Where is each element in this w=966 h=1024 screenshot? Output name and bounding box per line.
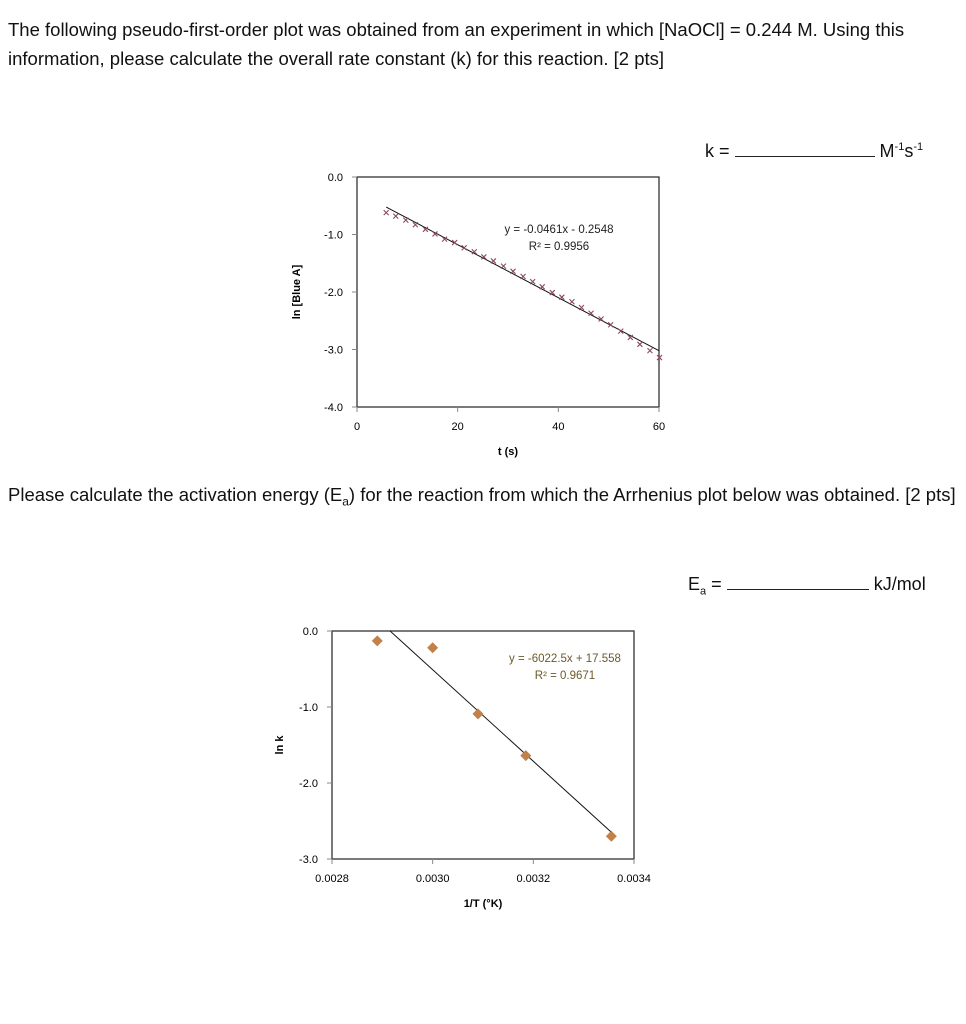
chart1-data-point <box>540 284 545 289</box>
chart1-plot-area <box>357 177 659 407</box>
chart1-data-point <box>569 299 574 304</box>
chart1-y-axis-label: ln [Blue A] <box>291 264 303 320</box>
chart1-data-point <box>637 342 642 347</box>
chart2-data-point <box>472 708 483 719</box>
chart1-data-point <box>384 210 389 215</box>
chart2-x-tick-label: 0.0030 <box>415 873 450 885</box>
chart2-plot-area <box>332 631 634 859</box>
chart2-y-tick-label: -3.0 <box>299 854 318 866</box>
chart1-data-point <box>403 218 408 223</box>
chart2-y-tick-label: -1.0 <box>299 702 318 714</box>
chart1-data-point <box>530 279 535 284</box>
chart1-r-squared: R² = 0.9956 <box>528 241 590 253</box>
chart2-trendline-equation: y = -6022.5x + 17.558 <box>509 653 621 665</box>
chart2-y-tick-label: 0.0 <box>302 626 318 638</box>
chart2-x-axis-label: 1/T (°K) <box>463 898 503 910</box>
chart1-data-point <box>393 214 398 219</box>
chart1-data-point <box>579 305 584 310</box>
ea-label: $E_a$ = <box>688 574 722 598</box>
chart1-y-tick-label: -3.0 <box>324 344 343 357</box>
k-units: $M^{-1}s^{-1}$ <box>879 141 924 161</box>
chart2-x-tick-label: 0.0034 <box>617 873 651 885</box>
chart1-x-tick-label: 60 <box>652 421 666 433</box>
chart1-data-point <box>559 295 564 300</box>
chart2-x-tick-label: 0.0032 <box>516 873 551 885</box>
chart1-y-tick-label: -4.0 <box>324 402 343 414</box>
chart2-data-point <box>427 642 438 653</box>
chart1-x-tick-label: 0 <box>353 421 361 433</box>
chart1-data-point <box>647 348 652 353</box>
ea-units: kJ/mol <box>873 574 926 594</box>
chart2-y-axis-label: ln k <box>274 735 286 755</box>
chart1-x-tick-label: 40 <box>552 421 565 433</box>
chart1-data-point <box>491 258 496 263</box>
chart2-r-squared: R² = 0.9671 <box>534 670 596 682</box>
chart2-data-point <box>520 750 531 761</box>
chart2-x-tick-label: 0.0028 <box>315 873 349 885</box>
chart1-data-point <box>413 222 418 227</box>
chart1-y-tick-label: -1.0 <box>324 229 343 242</box>
chart1-data-point <box>501 264 506 269</box>
chart1-data-point <box>521 274 526 279</box>
chart1-trendline-equation: y = -0.0461x - 0.2548 <box>504 224 614 236</box>
question-1-text: The following pseudo-first-order plot was obtained from an experiment in which [NaOCl] = 0.244 M. Using this information, please calculate the overall rate constant (k) for this reaction. [2 pts] <box>8 19 905 69</box>
chart1-y-tick-label: -2.0 <box>324 287 343 299</box>
chart1-x-tick-label: 20 <box>451 421 464 433</box>
chart1-data-point <box>511 269 516 274</box>
chart1-x-axis-label: t (s) <box>497 446 519 458</box>
chart2-data-point <box>372 635 383 646</box>
chart2-data-point <box>606 831 617 842</box>
chart2-y-tick-label: -2.0 <box>299 778 318 790</box>
question-2-text: Please calculate the activation energy $(E_a)$ for the reaction from which the Arrhenius plot below was obtained. [2 pts] <box>8 484 956 509</box>
chart1-y-tick-label: 0.0 <box>327 172 343 184</box>
k-label: k = <box>705 141 730 161</box>
